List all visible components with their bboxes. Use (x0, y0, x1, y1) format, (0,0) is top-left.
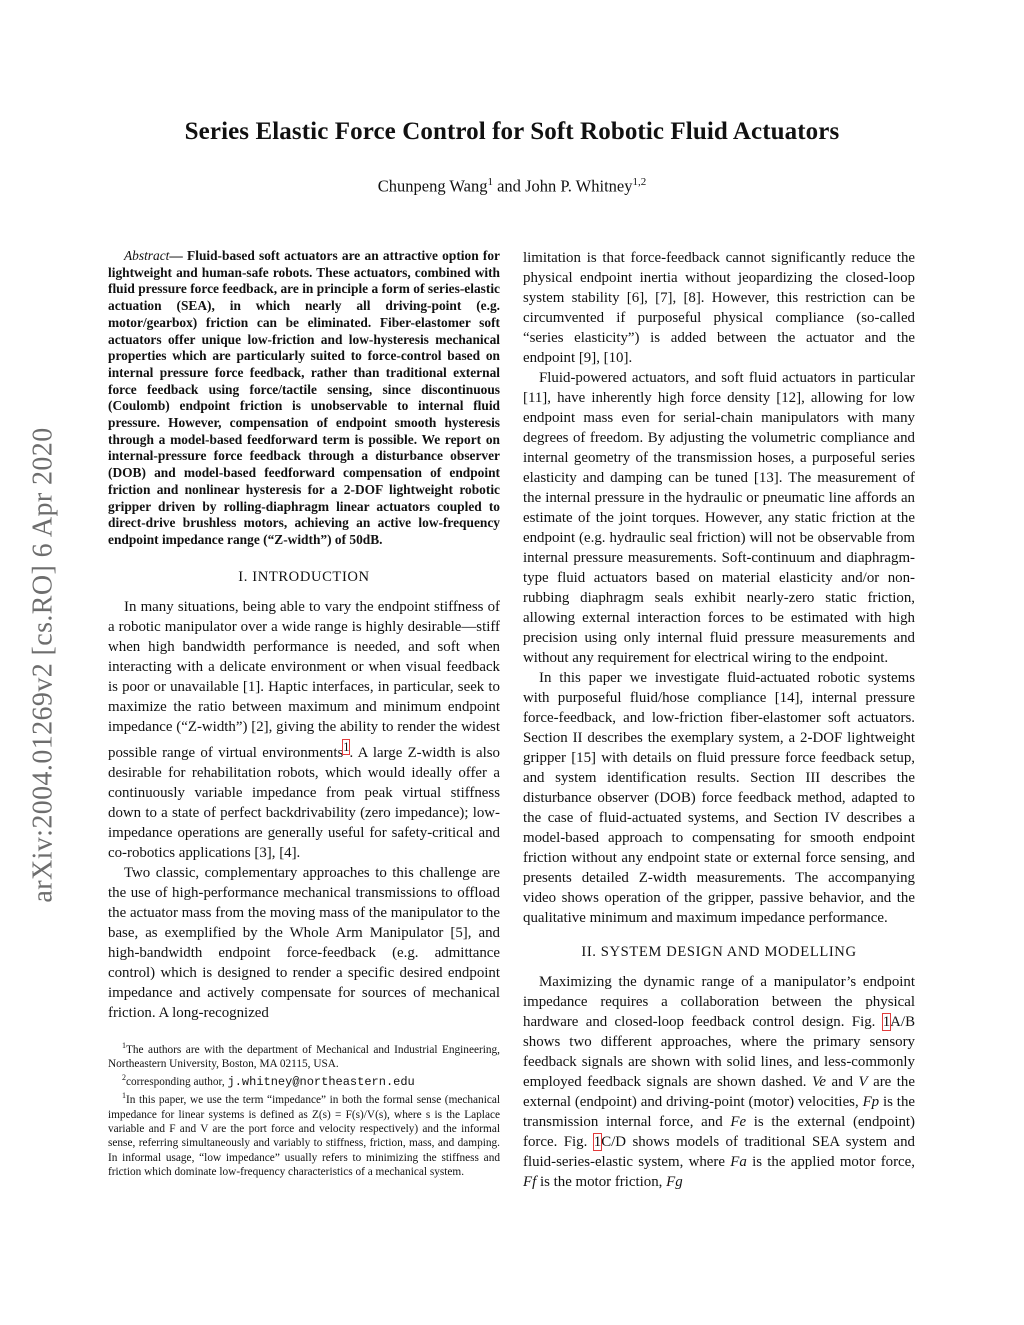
figure-ref-1c[interactable]: 1 (593, 1134, 602, 1150)
section-heading-system-design: II. SYSTEM DESIGN AND MODELLING (581, 944, 857, 960)
figure-ref-1a[interactable]: 1 (882, 1014, 891, 1030)
author-1: Chunpeng Wang (377, 176, 488, 196)
arxiv-identifier[interactable]: arXiv:2004.01269v2 [cs.RO] 6 Apr 2020 (28, 427, 60, 903)
paper-title: Series Elastic Force Control for Soft Robotic Fluid Actuators (184, 118, 840, 145)
symbol-v: V (858, 1074, 868, 1090)
symbol-fe: Fe (730, 1114, 747, 1130)
email-link[interactable]: j.whitney@northeastern.edu (227, 1074, 415, 1089)
intro-paragraph-1: In many situations, being able to vary the endpoint stiffness of a robotic manipulator over a wide range is highly desirable—stiff when high bandwidth performance is needed, and soft when interacting with a delicate environment or when visual feedback is poor or unavailable [1]. Haptic interfaces, in particular, seek to maximize the ratio between maximum and minimum endpoint impedance (“Z-width”) [2], giving the ability to render the widest possible range of virtual environments$^1$. A large Z-width is also desirable for rehabilitation robots, which would ideally offer a continuously variable impedance from peak virtual stiffness down to a state of perfect backdrivability (zero impedance); low-impedance operations are generally useful for safety-critical and co-robotics applications [3], [4]. (108, 598, 500, 861)
symbol-ve: Ve (811, 1074, 826, 1090)
right-paragraph-3: Maximizing the dynamic range of a manipulator’s endpoint impedance requires a collaboration between the physical hardware and closed-loop feedback control design. Fig. 1A/B shows two different approaches, where the primary sensory feedback signals are shown with solid lines, and less-commonly employed feedback signals are shown dashed. Ve and V are the external (endpoint) and driving-point (motor) velocities, Fp is the transmission internal force, and Fe is the external (endpoint) force. Fig. 1C/D shows models of traditional SEA system and fluid-series-elastic system, where Fa is the applied motor force, Ff is the motor friction, Fg (523, 974, 916, 1190)
right-paragraph-1: Fluid-powered actuators, and soft fluid actuators in particular [11], have inherently high force density [12], allowing for low endpoint mass even for serial-chain manipulators with many degrees of freedom. By adjusting the volumetric compliance and internal geometry of the transmission hoses, a purposeful series elasticity and damping can be tuned [13]. The measurement of the internal pressure in the hydraulic or pneumatic line affords an estimate of the joint torques. However, any static friction at the endpoint (e.g. hydraulic seal friction) will not be observable from internal pressure measurements. Soft-continuum and diaphragm-type fluid actuators based on material elasticity and/or non-rubbing diaphragm seals exhibit nearly-zero static friction, allowing external interaction forces to be estimated with high precision using only internal fluid pressure measurements and without any requirement for electrical wiring to the endpoint. (523, 370, 915, 666)
footnote-corresponding: $^2$corresponding author, j.whitney@northeastern.edu (122, 1073, 415, 1089)
abstract-text: Fluid-based soft actuators are an attractive option for lightweight and human-safe robots. These actuators, combined with fluid pressure force feedback, are in principle a form of series-elastic actuation (SEA), in which nearly all driving-point (e.g. motor/gearbox) friction can be eliminated. Fiber-elastomer soft actuators offer unique low-friction and low-hysteresis mechanical properties which are particularly suited to force-control based on internal pressure force feedback, rather than traditional external force feedback using force/tactile sensing, since discontinuous (Coulomb) endpoint friction is unobservable to internal fluid pressure. However, compensation of endpoint smooth hysteresis through a model-based feedforward term is possible. We report on internal-pressure force feedback through a disturbance observer (DOB) and model-based feedforward compensation of endpoint friction and nonlinear hysteresis for a 2-DOF lightweight robotic gripper driven by rolling-diaphragm linear actuators coupled to direct-drive brushless motors, achieving an active low-frequency endpoint impedance range (“Z-width”) of 50dB. (108, 248, 500, 547)
footnote-impedance: $^1$In this paper, we use the term “impedance” in both the formal sense (mechanical impedance for linear systems is defined as Z(s) = F(s)/V(s), where s is the Laplace variable and F and V are the port force and velocity respectively) and the informal sense, referring simultaneously and variably to stiffness, friction, mass, and damping. In informal usage, “low impedance” usually refers to minimizing the stiffness and friction which dominate low-frequency characteristics of a mechanical system. (108, 1091, 500, 1179)
left-column (108, 248, 500, 1180)
abstract-label: Abstract (124, 248, 170, 263)
author-line (80, 176, 944, 197)
right-column (523, 248, 915, 1192)
author-2: John P. Whitney (525, 176, 633, 196)
section-heading-introduction: I. INTRODUCTION (238, 568, 370, 585)
author-conjunction: and (497, 176, 521, 196)
intro-paragraph-2: Two classic, complementary approaches to this challenge are the use of high-performance mechanical transmissions to offload the actuator mass from the moving mass of the manipulator to the base, as exemplified by the Whole Arm Manipulator [5], and high-bandwidth endpoint force-feedback (e.g. admittance control) which is designed to render a specific desired endpoint impedance and actively compensate for sources of mechanical friction. A long-recognized (108, 864, 500, 1021)
footnote-ref-1[interactable]: 1 (343, 739, 350, 754)
symbol-fp: Fp (862, 1094, 880, 1110)
symbol-fa: Fa (730, 1154, 747, 1170)
right-paragraph-0: limitation is that force-feedback cannot significantly reduce the physical endpoint inertia without jeopardizing the closed-loop system stability [6], [7], [8]. However, this restriction can be circumvented if purposeful physical compliance (so-called “series elasticity”) is added between the actuator and the endpoint [9], [10]. (523, 250, 915, 366)
author-2-affiliation: 1,2 (632, 176, 647, 188)
footnotes (108, 1039, 500, 1180)
symbol-ff: Ff (523, 1174, 537, 1190)
arxiv-side-stamp (14, 365, 74, 965)
abstract: Abstract— Fluid-based soft actuators are an attractive option for lightweight and human-safe robots. These actuators, combined with fluid pressure force feedback, are in principle a form of series-elastic actuation (SEA), in which nearly all driving-point (e.g. motor/gearbox) friction can be eliminated. Fiber-elastomer soft actuators offer unique low-friction and low-hysteresis mechanical properties which are particularly suited to force-control based on internal pressure force feedback, rather than traditional external force feedback using force/tactile sensing, since discontinuous (Coulomb) endpoint friction is unobservable to internal fluid pressure. However, compensation of endpoint smooth hysteresis through a model-based feedforward term is possible. We report on internal-pressure force feedback through a disturbance observer (DOB) and model-based feedforward compensation of endpoint friction and nonlinear hysteresis for a 2-DOF lightweight robotic gripper driven by rolling-diaphragm linear actuators coupled to direct-drive brushless motors, achieving an active low-frequency endpoint impedance range (“Z-width”) of 50dB. (108, 248, 500, 547)
symbol-fg: Fg (666, 1174, 683, 1190)
right-paragraph-2: In this paper we investigate fluid-actuated robotic systems with purposeful fluid/hose compliance [14], internal pressure force-feedback, and low-friction fiber-elastomer soft actuators. Section II describes the exemplary system, a 2-DOF lightweight gripper [15] with details on fluid pressure force feedback setup, and system identification results. Section III describes the disturbance observer (DOB) force feedback method, adapted to the case of fluid-actuated systems, and Section IV describes a model-based approach to compensating for smooth endpoint friction without any endpoint state or external force sensing, and presents detailed Z-width measurements. The accompanying video shows operation of the gripper, passive behavior, and the qualitative minimum and maximum impedance performance. (523, 670, 915, 926)
author-1-affiliation: 1 (487, 176, 493, 188)
footnote-affiliation: $^1$The authors are with the department of Mechanical and Industrial Engineering, Northeastern University, Boston, MA 02115, USA. (108, 1040, 500, 1070)
